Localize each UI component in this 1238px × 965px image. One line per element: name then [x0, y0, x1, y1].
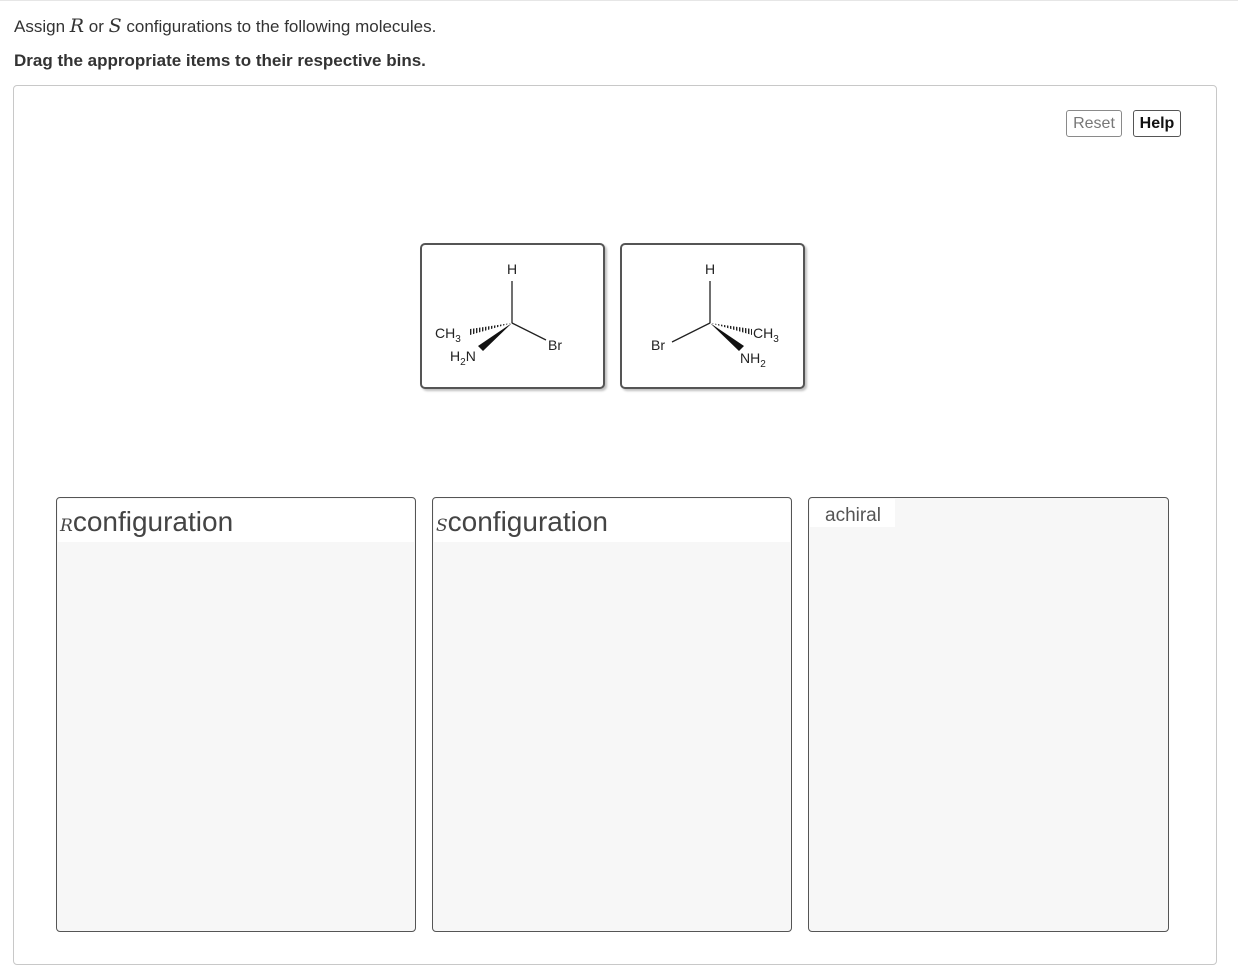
bin-r-var: R: [60, 516, 73, 536]
atom-label-br: Br: [548, 337, 562, 353]
bin-s-var: S: [436, 516, 448, 536]
bin-r-label: configuration: [72, 506, 234, 537]
draggable-molecule-1[interactable]: [420, 243, 605, 389]
molecule-2-structure: [622, 245, 805, 389]
question-prompt: [14, 15, 436, 37]
prompt-prefix: Assign: [14, 17, 70, 36]
bin-r-header: [58, 499, 414, 542]
bond-line: [672, 323, 710, 342]
bin-s-label: configuration: [447, 506, 608, 537]
atom-label-h2n: $H_2N$: [450, 348, 476, 368]
bin-s-header: [434, 499, 790, 542]
atom-label-br: Br: [651, 337, 665, 353]
atom-label-nh2: $NH_2$: [740, 350, 766, 370]
help-button[interactable]: Help: [1133, 110, 1181, 137]
bond-line: [512, 323, 546, 340]
bin-r-configuration[interactable]: [56, 497, 416, 932]
prompt-suffix: configurations to the following molecules.: [121, 17, 437, 36]
instruction-text: Drag the appropriate items to their respective bins.: [14, 51, 426, 70]
bin-achiral-header: [810, 499, 895, 527]
reset-button[interactable]: Reset: [1066, 110, 1122, 137]
atom-label-h: H: [506, 261, 518, 277]
bin-s-configuration[interactable]: [432, 497, 792, 932]
bin-achiral-label: achiral: [825, 505, 881, 526]
atom-label-h: H: [704, 261, 716, 277]
prompt-var-s: S: [108, 15, 122, 37]
top-divider: [0, 0, 1238, 1]
bin-achiral[interactable]: [808, 497, 1169, 932]
draggable-molecule-2[interactable]: [620, 243, 805, 389]
molecule-1-structure: [422, 245, 605, 389]
prompt-var-r: R: [69, 15, 85, 37]
atom-label-ch3: $CH_3$: [435, 325, 461, 345]
prompt-middle: or: [84, 17, 109, 36]
atom-label-ch3: $CH_3$: [753, 325, 779, 345]
